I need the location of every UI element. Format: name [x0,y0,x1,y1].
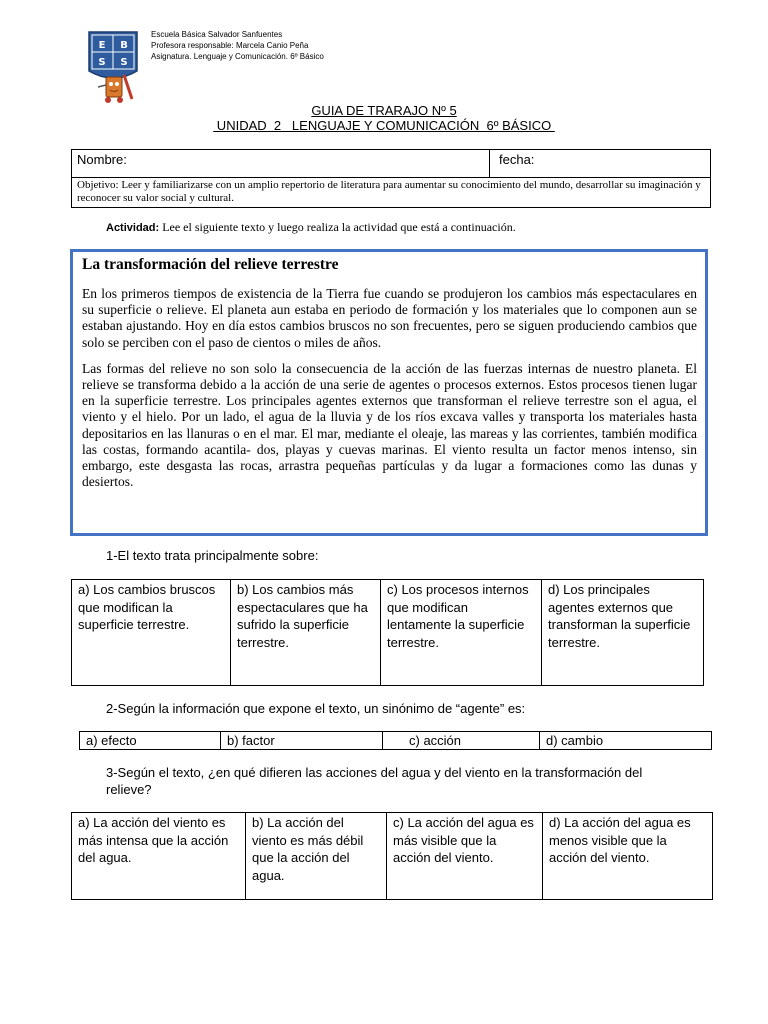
subject-name: Asignatura. Lenguaje y Comunicación. 6º Básico [151,52,324,61]
option-d[interactable]: d) Los principales agentes externos que transforman la superficie terrestre. [542,580,704,686]
question-3-prompt: 3-Según el texto, ¿en qué difieren las acciones del agua y del viento en la transformación del relieve? [106,765,643,797]
activity-text: Lee el siguiente texto y luego realiza la actividad que está a continuación. [159,220,516,234]
school-name: Escuela Básica Salvador Sanfuentes [151,30,283,39]
reading-title: La transformación del relieve terrestre [82,256,339,273]
teacher-name: Profesora responsable: Marcela Canio Peña [151,41,309,50]
date-field[interactable]: fecha: [499,152,535,167]
option-b[interactable]: b) factor [221,732,383,750]
objective [72,178,710,207]
question-3-options [71,812,713,900]
option-d[interactable]: d) cambio [540,732,712,750]
reading-paragraph-2: Las formas del relieve no son solo la consecuencia de la acción de las fuerzas internas de nuestro planeta. El relieve se transforma debido a la acción de una serie de agentes o procesos externos. Estos procesos tienen lugar en la superficie terrestre. Los principales agentes externos que transforman el relieve terrestre son el agua, el viento y el hielo. Por un lado, el agua de la lluvia y de los ríos excava valles y transporta los materiales hasta depositarios en las llanuras o en el mar. El mar, mediante el oleaje, las mareas y las corrientes, también modifica las costas, formando acantila- dos, playas y cuevas marinas. El viento resulta un factor menos intenso, sin embargo, este desgasta las rocas, arrastra pequeñas partículas y da lugar a formaciones como las dunas y desiertos. [82,360,697,490]
question-1-options [71,579,704,686]
objective-label: Objetivo: [77,179,119,191]
school-logo [86,27,140,105]
title-line-2: UNIDAD 2 LENGUAJE Y COMUNICACIÓN 6º BÁSICO [213,118,555,133]
activity-instruction [106,220,516,235]
name-field[interactable]: Nombre: [72,150,490,177]
option-c[interactable]: c) La acción del agua es más visible que la acción del viento. [387,813,543,900]
logo-letter-s2: S [120,57,128,68]
option-c[interactable]: c) Los procesos internos que modifican lentamente la superficie terrestre. [381,580,542,686]
reading-passage [70,249,708,536]
logo-letter-e: E [98,40,106,51]
question-2-options [79,731,712,750]
reading-paragraph-1: En los primeros tiempos de existencia de la Tierra fue cuando se produjeron los cambios más espectaculares en su superficie o relieve. El planeta aun estaba en periodo de formación y los materiales que lo componen aun se estaban ajustando. Hoy en día estos cambios bruscos no son frecuentes, pero se siguen produciendo cambios que solo se perciben con el paso de cientos o miles de años. [82,286,697,350]
title-line-1: GUIA DE TRARAJO Nº 5 [311,103,457,118]
question-1-prompt: 1-El texto trata principalmente sobre: [106,548,319,563]
option-a[interactable]: a) Los cambios bruscos que modifican la superficie terrestre. [72,580,231,686]
option-b[interactable]: b) La acción del viento es más débil que la acción del agua. [246,813,387,900]
option-b[interactable]: b) Los cambios más espectaculares que ha sufrido la superficie terrestre. [231,580,381,686]
logo-letter-s1: S [98,57,106,68]
question-2-prompt: 2-Según la información que expone el texto, un sinónimo de “agente” es: [106,701,526,716]
student-info-table [71,149,711,208]
activity-label: Actividad: [106,222,160,234]
logo-letter-b: B [120,40,128,51]
school-info [151,29,324,62]
guide-title [0,103,768,133]
objective-text: Leer y familiarizarse con un amplio repertorio de literatura para aumentar su conocimiento del mundo, desarrollar su imaginación y reconocer su valor social y cultural. [77,179,701,204]
option-a[interactable]: a) efecto [80,732,221,750]
option-c[interactable]: c) acción [383,732,540,750]
option-d[interactable]: d) La acción del agua es menos visible que la acción del viento. [543,813,713,900]
option-a[interactable]: a) La acción del viento es más intensa que la acción del agua. [72,813,246,900]
